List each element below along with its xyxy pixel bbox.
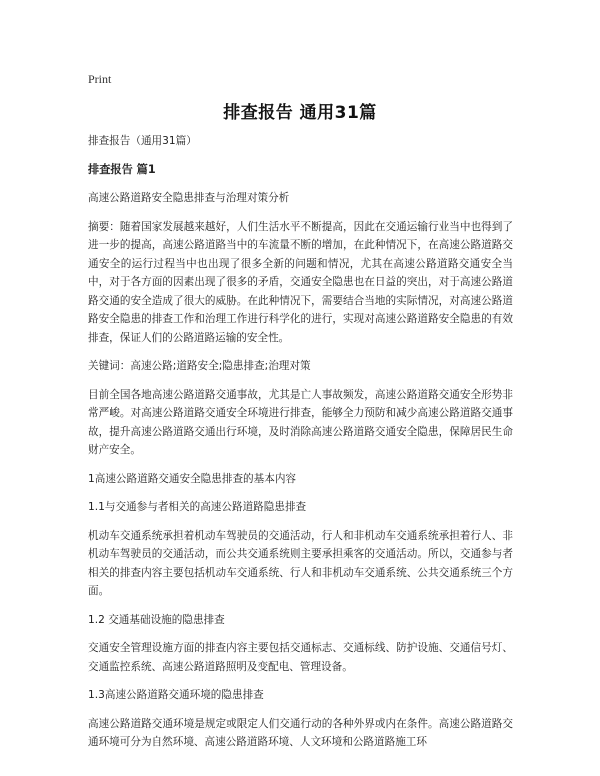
- abstract-paragraph: 摘要：随着国家发展越来越好，人们生活水平不断提高，因此在交通运输行业当中也得到了进一步的提高，高速公路道路当中的车流量不断的增加，在此种情况下，在高速公路道路交通安全的运行过程当中也出现了很多全新的问题和情况，尤其在高速公路道路交通安全当中，对于各方面的因素出现了很多的矛盾，交通安全隐患也在日益的突出，对于高速公路道路交通的安全造成了很大的威胁。在此种情况下，需要结合当地的实际情况，对高速公路道路安全隐患的排查工作和治理工作进行科学化的进行，实现对高速公路道路安全隐患的有效排查，保证人们的公路道路运输的安全性。: [88, 220, 513, 344]
- keywords-line: 关键词：高速公路;道路安全;隐患排查;治理对策: [88, 360, 311, 372]
- paragraph-1-3: 高速公路道路交通环境是规定或限定人们交通行动的各种外界或内在条件。高速公路道路交通环境可分为自然环境、高速公路道路环境、人文环境和公路道路施工环: [88, 717, 513, 748]
- document-title: 排查报告 通用31篇: [223, 103, 377, 123]
- document-subtitle: 排查报告（通用31篇）: [88, 135, 197, 147]
- article-title: 高速公路道路安全隐患排查与治理对策分析: [88, 192, 290, 204]
- heading-1-2: 1.2 交通基础设施的隐患排查: [88, 613, 225, 626]
- paragraph-1-2: 交通安全管理设施方面的排查内容主要包括交通标志、交通标线、防护设施、交通信号灯、交通监控系统、高速公路道路照明及变配电、管理设备。: [88, 642, 513, 673]
- heading-1: 1高速公路道路交通安全隐患排查的基本内容: [88, 472, 297, 485]
- heading-1-1: 1.1与交通参与者相关的高速公路道路隐患排查: [88, 501, 307, 513]
- intro-paragraph: 目前全国各地高速公路道路交通事故，尤其是亡人事故频发，高速公路道路交通安全形势非常严峻。对高速公路道路交通安全环境进行排查，能够全力预防和减少高速公路道路交通事故，提升高速公路道路交通出行环境，及时消除高速公路道路交通安全隐患，保障居民生命财产安全。: [88, 388, 513, 456]
- paragraph-1-1: 机动车交通系统承担着机动车驾驶员的交通活动，行人和非机动车交通系统承担着行人、非机动车驾驶员的交通活动，而公共交通系统则主要承担乘客的交通活动。所以，交通参与者相关的排查内容主要包括机动车交通系统、行人和非机动车交通系统、公共交通系统三个方面。: [88, 529, 513, 597]
- print-label: Print: [88, 72, 112, 86]
- document-body: [88, 132, 513, 762]
- heading-1-3: 1.3高速公路道路交通环境的隐患排查: [88, 689, 264, 701]
- section-heading: 排查报告 篇1: [88, 162, 156, 176]
